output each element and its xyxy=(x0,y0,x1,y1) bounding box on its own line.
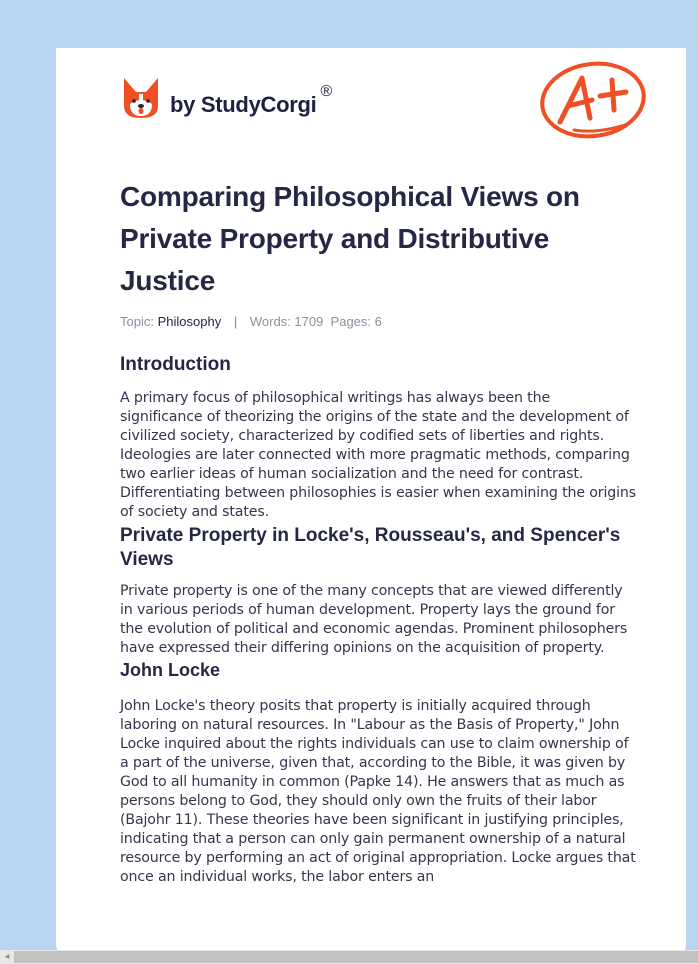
section-text-john-locke: John Locke's theory posits that property is initially acquired through laboring on natural resources. In "Labour as the Basis of Property," John Locke inquired about the rights individuals can use to claim ownership of a part of the universe, given that, according to the Bible, it was given by God to all humanity in common (Papke 14). He answers that as much as persons belong to God, they should only own the fruits of their labor (Bajohr 11). These theories have been significant in justifying principles, indicating that a person can only gain permanent ownership of a natural resource by performing an act of original appropriation. Locke argues that once an individual works, the labor enters an xyxy=(120,698,636,885)
section-text-introduction: A primary focus of philosophical writings has always been the significance of theorizing the origins of the state and the development of civilized society, characterized by codified sets of liberties and rights. Ideologies are later connected with more pragmatic methods, comparing two earlier ideas of human socialization and the need for contrast. Differentiating between philosophies is easier when examining the origins of society and states. xyxy=(120,390,636,520)
page-count: Pages: 6 xyxy=(330,314,382,329)
horizontal-scrollbar[interactable] xyxy=(0,950,698,964)
topic-link[interactable]: Philosophy xyxy=(157,314,222,329)
registered-mark: ® xyxy=(320,83,333,100)
section-text-private-property: Private property is one of the many concepts that are viewed differently in various periods of human development. Property lays the ground for the evolution of political and economic agendas. Prominent philosophers have expressed their differing opinions on the acquisition of property. xyxy=(120,583,628,656)
scrollbar-thumb[interactable] xyxy=(14,951,698,963)
document-card xyxy=(56,48,686,953)
section-heading-private-property: Private Property in Locke's, Rousseau's, and Spencer's Views xyxy=(120,525,621,570)
corgi-icon xyxy=(122,76,160,120)
section-heading-john-locke: John Locke xyxy=(120,660,221,680)
document-title: Comparing Philosophical Views on Private Property and Distributive Justice xyxy=(120,181,580,296)
scroll-left-arrow-icon[interactable]: ◂ xyxy=(4,952,10,962)
meta-separator: | xyxy=(233,314,238,329)
brand-name: by StudyCorgi xyxy=(170,92,317,117)
document-meta xyxy=(120,314,636,329)
word-count: Words: 1709 xyxy=(249,314,324,329)
section-heading-introduction: Introduction xyxy=(120,354,231,375)
document-content xyxy=(120,176,636,887)
topic-label: Topic: xyxy=(120,314,154,329)
a-plus-grade-icon xyxy=(538,58,648,140)
studycorgi-logo[interactable] xyxy=(122,76,332,120)
